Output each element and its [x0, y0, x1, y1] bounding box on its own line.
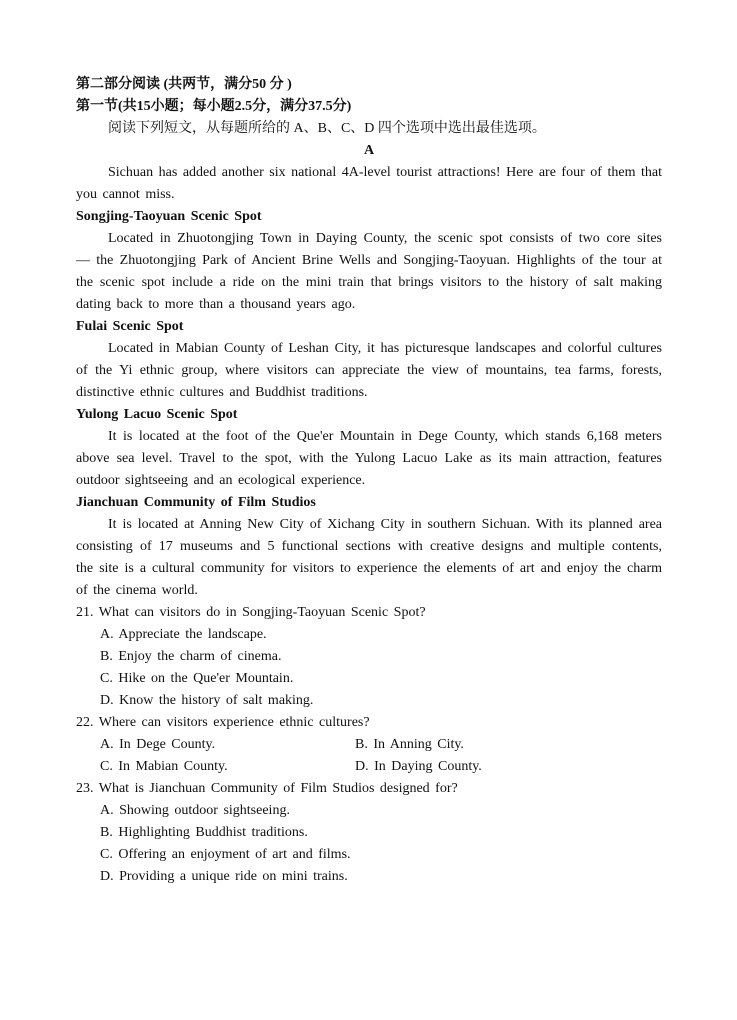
spot-description: Located in Mabian County of Leshan City, it has picturesque landscapes and colorful cultures of the Yi ethnic group, where visitors can appreciate the view of mountains, tea farms, forests, distinctive ethnic cultures and Buddhist traditions. — [76, 341, 662, 400]
answer-option: D. Providing a unique ride on mini trains. — [100, 869, 348, 884]
answer-option: A. Appreciate the landscape. — [100, 627, 267, 642]
spot-description: Located in Zhuotongjing Town in Daying County, the scenic spot consists of two core sites — the Zhuotongjing Park of Ancient Brine Wells and Songjing-Taoyuan. Highlights of the tour at the scenic spot include a ride on the mini train that brings visitors to the history of salt making dating back to more than a thousand years ago. — [76, 231, 662, 312]
answer-option: B. Highlighting Buddhist traditions. — [100, 825, 308, 840]
answer-option: A. Showing outdoor sightseeing. — [100, 803, 290, 818]
spot-title: Songjing-Taoyuan Scenic Spot — [76, 209, 262, 224]
answer-option: A. In Dege County. — [100, 737, 216, 752]
answer-option: C. Hike on the Que'er Mountain. — [100, 671, 294, 686]
answer-option-row — [76, 734, 662, 756]
spot-title: Fulai Scenic Spot — [76, 319, 184, 334]
answer-option: C. Offering an enjoyment of art and films. — [100, 847, 351, 862]
spot-title: Yulong Lacuo Scenic Spot — [76, 407, 238, 422]
part-title: 第二部分阅读 (共两节，满分50 分 ) — [76, 77, 292, 92]
instruction-text: 阅读下列短文，从每题所给的 A、B、C、D 四个选项中选出最佳选项。 — [108, 121, 546, 136]
passage-intro: Sichuan has added another six national 4A-level tourist attractions! Here are four of them that you cannot miss. — [76, 165, 662, 202]
question-stem: 22. Where can visitors experience ethnic cultures? — [76, 715, 370, 730]
section-title: 第一节(共15小题；每小题2.5分，满分37.5分) — [76, 99, 352, 114]
question-stem: 21. What can visitors do in Songjing-Taoyuan Scenic Spot? — [76, 605, 426, 620]
question-stem: 23. What is Jianchuan Community of Film Studios designed for? — [76, 781, 458, 796]
answer-option: D. Know the history of salt making. — [100, 693, 314, 708]
spot-description: It is located at Anning New City of Xichang City in southern Sichuan. With its planned area consisting of 17 museums and 5 functional sections with creative designs and multiple contents, the site is a cultural community for visitors to experience the elements of art and enjoy the charm of the cinema world. — [76, 517, 662, 598]
answer-option: D. In Daying County. — [355, 759, 482, 774]
answer-option: B. In Anning City. — [355, 737, 464, 752]
answer-option: B. Enjoy the charm of cinema. — [100, 649, 282, 664]
answer-option: C. In Mabian County. — [100, 759, 228, 774]
exam-page — [76, 74, 662, 888]
spot-description: It is located at the foot of the Que'er Mountain in Dege County, which stands 6,168 meters above sea level. Travel to the spot, with the Yulong Lacuo Lake as its main attraction, features outdoor sightseeing and an ecological experience. — [76, 429, 662, 488]
passage-label: A — [363, 143, 375, 158]
answer-option-row — [76, 756, 662, 778]
spot-title: Jianchuan Community of Film Studios — [76, 495, 316, 510]
